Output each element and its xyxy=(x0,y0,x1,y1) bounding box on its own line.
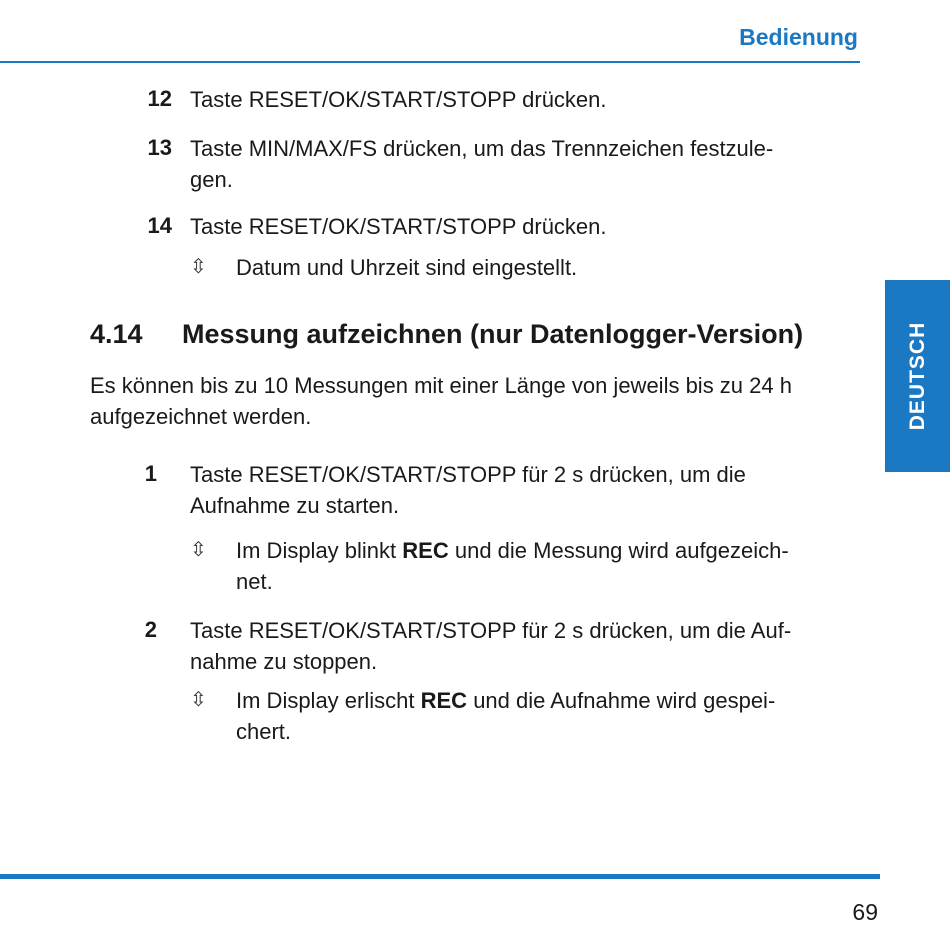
step-result-continued: chert. xyxy=(236,719,292,744)
step-result-continued: net. xyxy=(236,569,273,594)
header-rule xyxy=(0,61,860,63)
language-side-tab xyxy=(885,280,950,472)
hand-pointer-arrow-icon: ⇳ xyxy=(190,256,207,278)
step-text-continued: gen. xyxy=(190,167,233,192)
section-title: Messung aufzeichnen (nur Datenlogger-Version) xyxy=(182,319,804,349)
step-text: Taste MIN/MAX/FS drücken, um das Trennzeichen festzule- xyxy=(190,136,774,161)
section-intro-continued: aufgezeichnet werden. xyxy=(90,404,312,429)
section-intro: Es können bis zu 10 Messungen mit einer Länge von jeweils bis zu 24 h xyxy=(90,373,792,398)
section-number: 4.14 xyxy=(90,319,143,349)
hand-pointer-arrow-icon: ⇳ xyxy=(190,689,207,711)
step-text-continued: nahme zu stoppen. xyxy=(190,649,378,674)
step-result-text: Im Display blinkt REC und die Messung wird aufgezeich- xyxy=(236,538,789,563)
side-tab-label: DEUTSCH xyxy=(905,321,929,431)
step-number: 2 xyxy=(144,617,157,642)
step-text: Taste RESET/OK/START/STOPP für 2 s drücken, um die xyxy=(190,462,746,487)
step-text: Taste RESET/OK/START/STOPP drücken. xyxy=(190,87,607,112)
step-text-continued: Aufnahme zu starten. xyxy=(190,493,400,518)
step-number: 13 xyxy=(147,135,172,160)
step-number: 12 xyxy=(147,86,172,111)
rec-indicator-text: REC xyxy=(420,688,468,713)
page-number: 69 xyxy=(852,899,878,925)
page-header-title: Bedienung xyxy=(739,24,858,50)
step-result-text: Datum und Uhrzeit sind eingestellt. xyxy=(236,255,578,280)
step-text: Taste RESET/OK/START/STOPP drücken. xyxy=(190,214,607,239)
step-number: 14 xyxy=(147,213,172,238)
hand-pointer-arrow-icon: ⇳ xyxy=(190,539,207,561)
step-number: 1 xyxy=(144,461,157,486)
rec-indicator-text: REC xyxy=(402,538,449,563)
footer-rule xyxy=(0,874,880,879)
step-text: Taste RESET/OK/START/STOPP für 2 s drücken, um die Auf- xyxy=(190,618,792,643)
step-result-text: Im Display erlischt REC und die Aufnahme wird gespei- xyxy=(236,688,776,713)
